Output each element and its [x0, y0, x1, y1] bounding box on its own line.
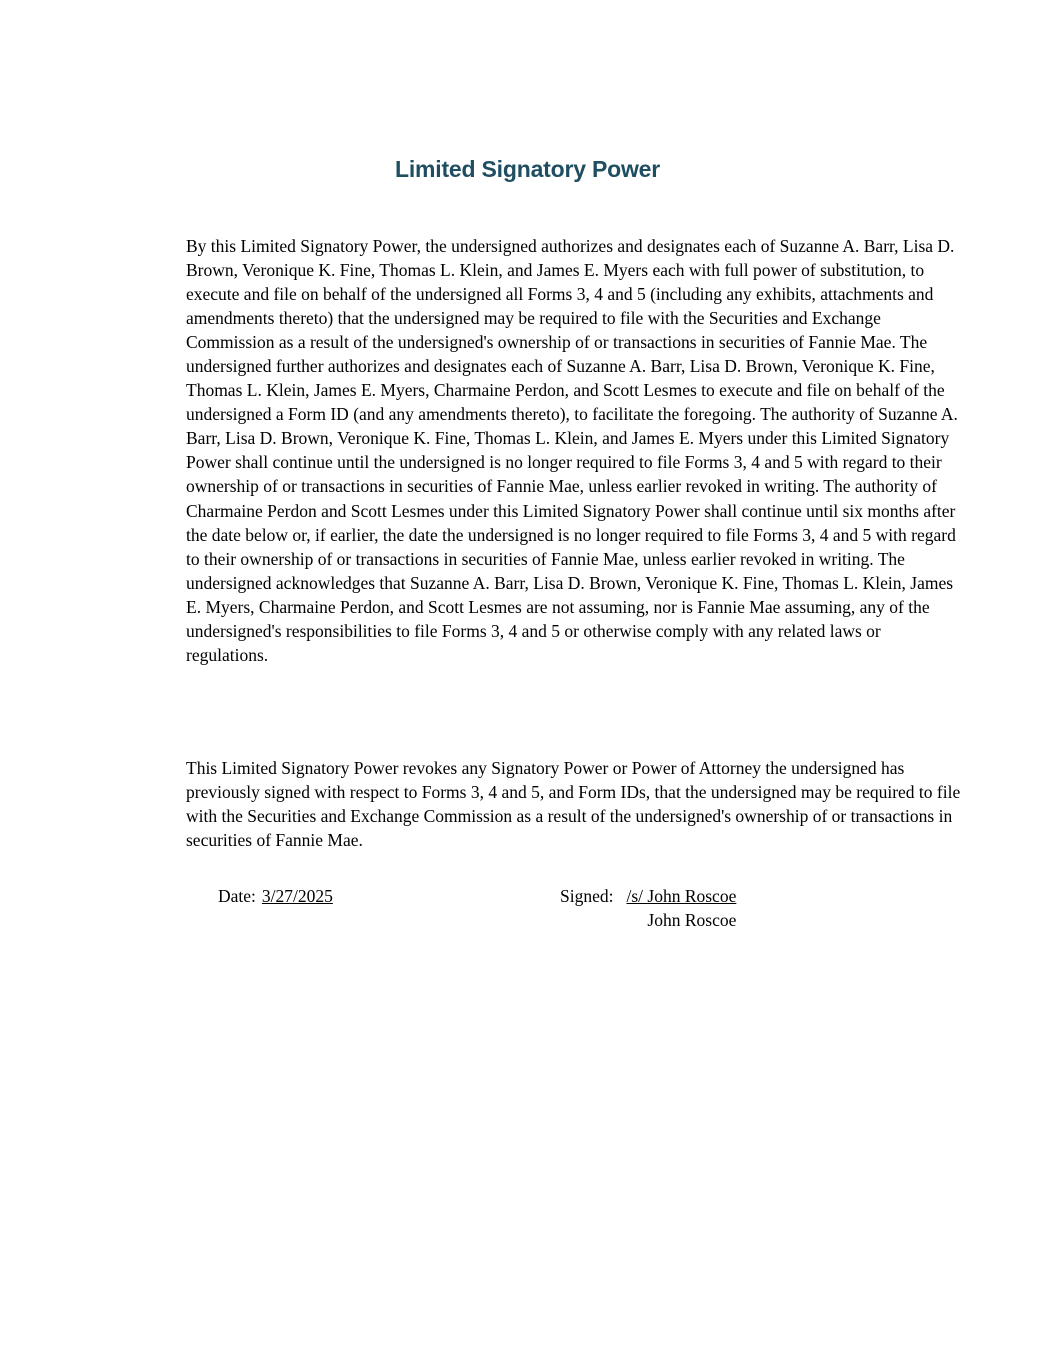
paragraph-authorization: By this Limited Signatory Power, the undersigned authorizes and designates each of Suzanne A. Barr, Lisa D. Brown, Veronique K. Fine, Thomas L. Klein, and James E. Myers each with full power of substitution, to execute and file on behalf of the undersigned all Forms 3, 4 and 5 (including any exhibits, attachments and amendments thereto) that the undersigned may be required to file with the Securities and Exchange Commission as a result of the undersigned's ownership of or transactions in securities of Fannie Mae. The undersigned further authorizes and designates each of Suzanne A. Barr, Lisa D. Brown, Veronique K. Fine, Thomas L. Klein, James E. Myers, Charmaine Perdon, and Scott Lesmes to execute and file on behalf of the undersigned a Form ID (and any amendments thereto), to facilitate the foregoing. The authority of Suzanne A. Barr, Lisa D. Brown, Veronique K. Fine, Thomas L. Klein, and James E. Myers under this Limited Signatory Power shall continue until the undersigned is no longer required to file Forms 3, 4 and 5 with regard to their ownership of or transactions in securities of Fannie Mae, unless earlier revoked in writing. The authority of Charmaine Perdon and Scott Lesmes under this Limited Signatory Power shall continue until six months after the date below or, if earlier, the date the undersigned is no longer required to file Forms 3, 4 and 5 with regard to their ownership of or transactions in securities of Fannie Mae, unless earlier revoked in writing. The undersigned acknowledges that Suzanne A. Barr, Lisa D. Brown, Veronique K. Fine, Thomas L. Klein, James E. Myers, Charmaine Perdon, and Scott Lesmes are not assuming, nor is Fannie Mae assuming, any of the undersigned's responsibilities to file Forms 3, 4 and 5 or otherwise comply with any related laws or regulations. [186, 235, 958, 666]
document-title: Limited Signatory Power [394, 156, 661, 182]
signed-label: Signed: [560, 886, 614, 906]
date-label: Date: [218, 886, 256, 906]
paragraph-revocation: This Limited Signatory Power revokes any Signatory Power or Power of Attorney the undersigned has previously signed with respect to Forms 3, 4 and 5, and Form IDs, that the undersigned may be required to file with the Securities and Exchange Commission as a result of the undersigned's ownership of or transactions in securities of Fannie Mae. [186, 757, 961, 850]
signature-block [186, 884, 961, 944]
signature-line [560, 884, 736, 908]
date-value: 3/27/2025 [261, 886, 333, 906]
printed-name: John Roscoe [647, 910, 737, 931]
date-field [218, 884, 333, 908]
signed-field [560, 884, 736, 932]
signature-value: /s/ John Roscoe [626, 886, 737, 906]
